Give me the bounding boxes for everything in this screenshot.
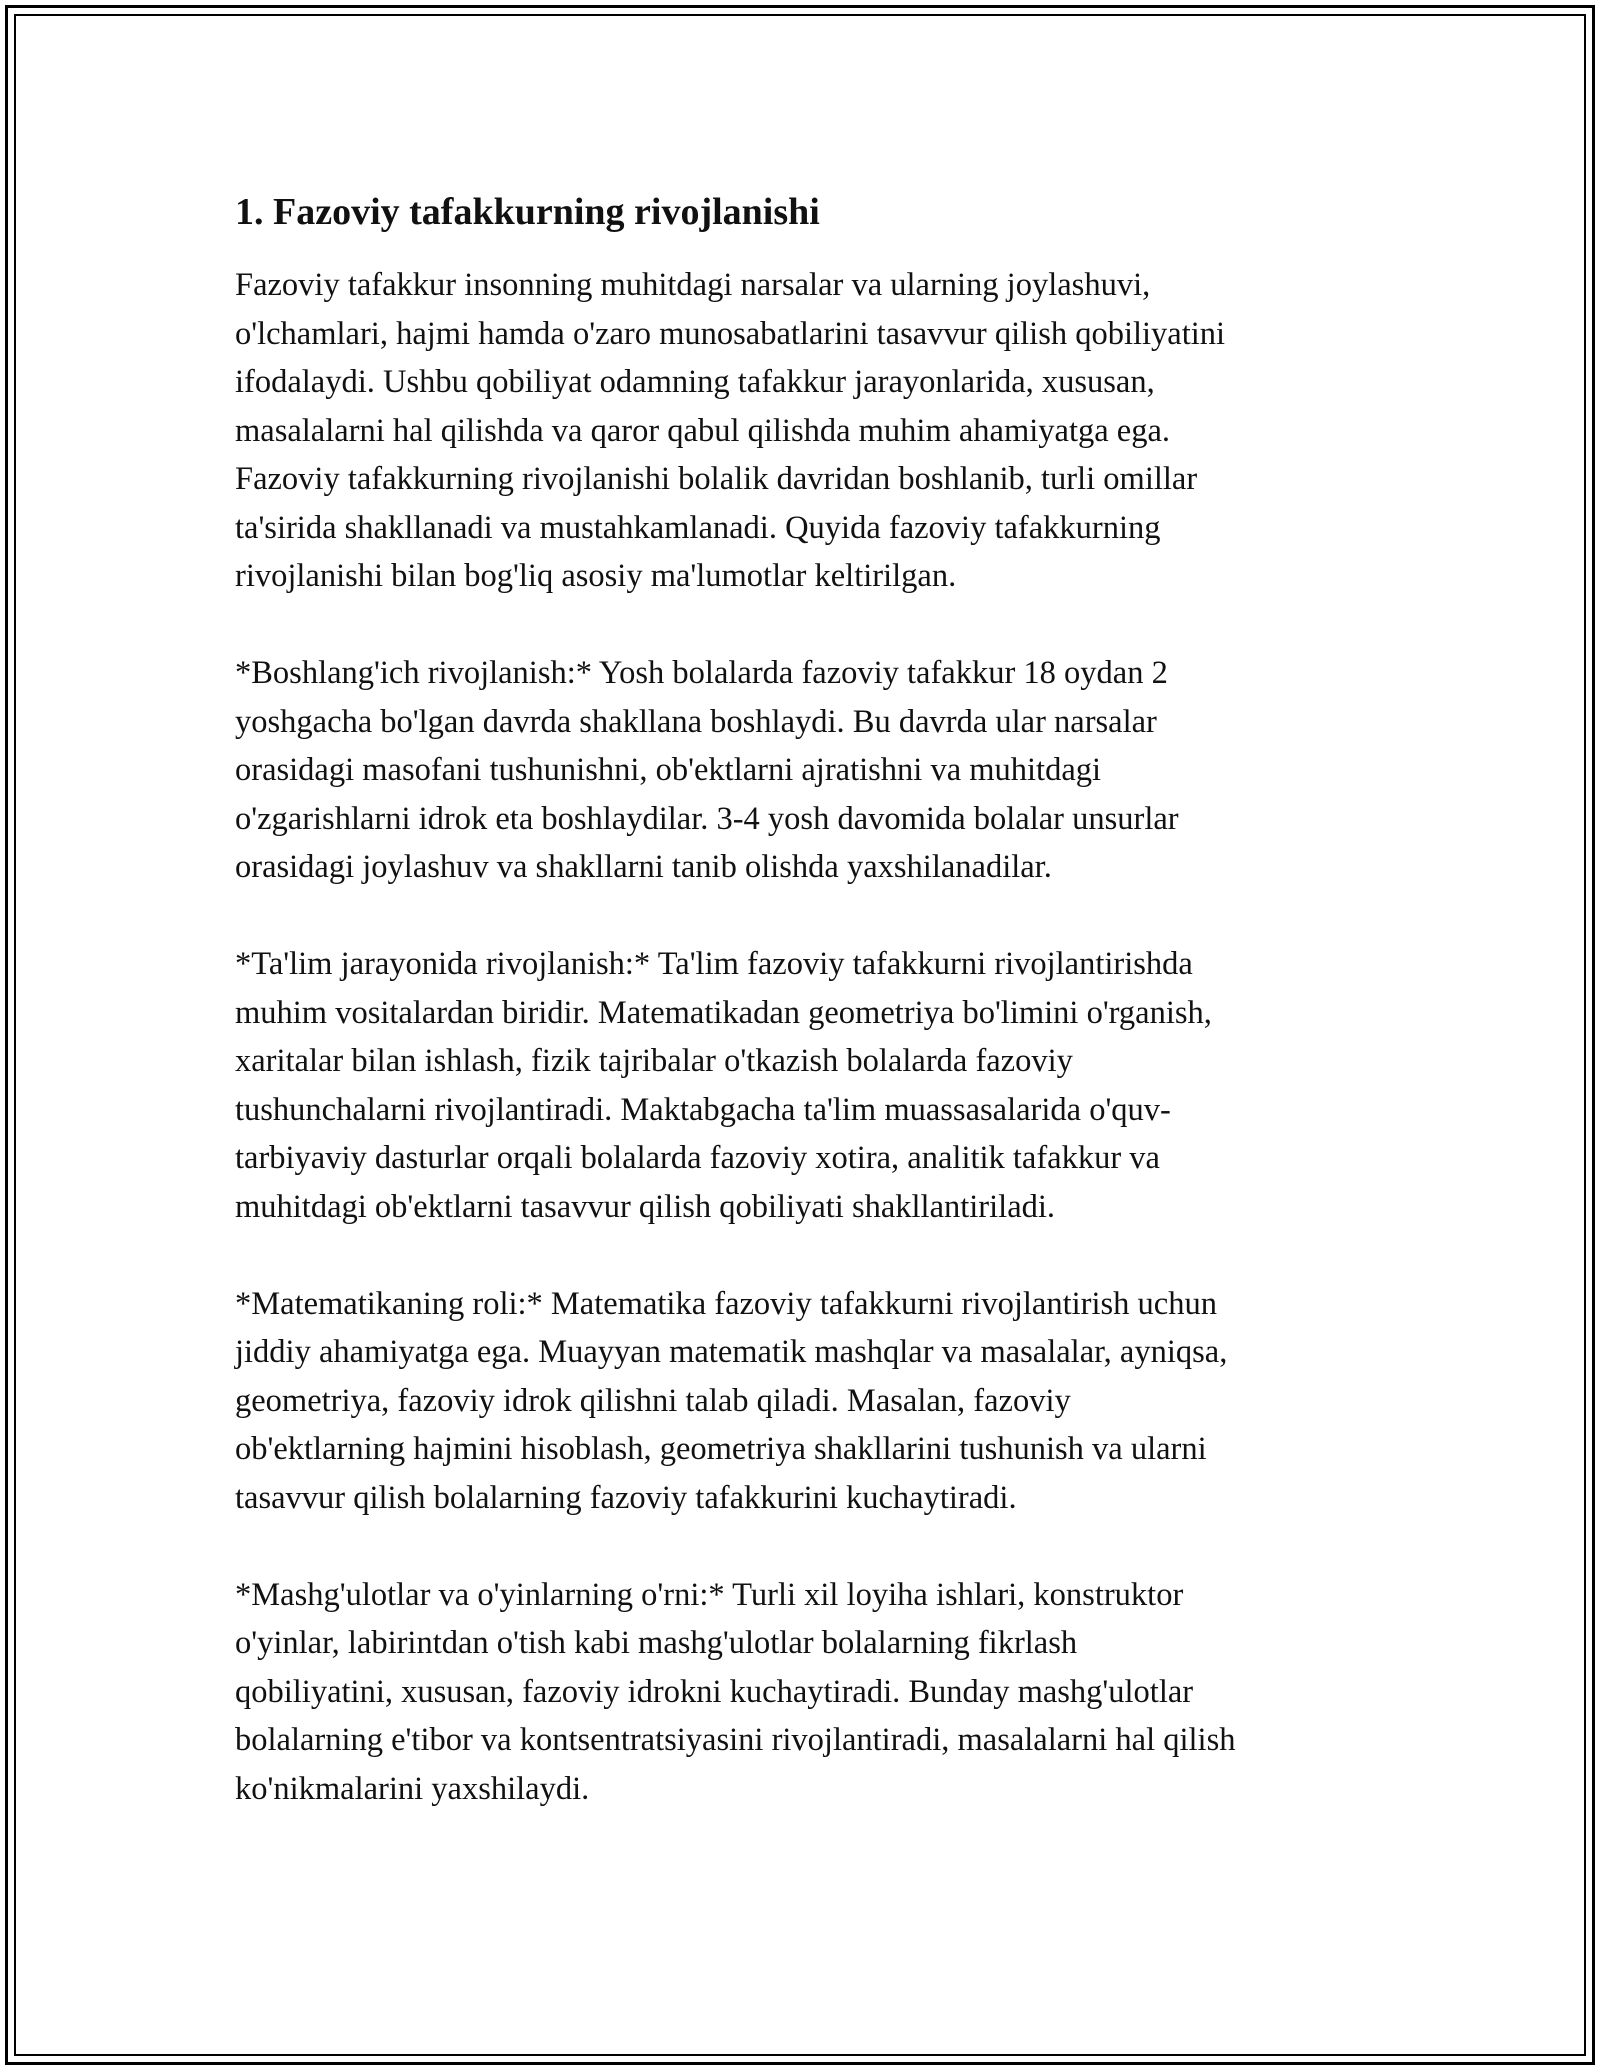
paragraph-line: tasavvur qilish bolalarning fazoviy tafakkurini kuchaytiradi. — [235, 1479, 1017, 1516]
paragraph-line: tarbiyaviy dasturlar orqali bolalarda fazoviy xotira, analitik tafakkur va — [235, 1140, 1160, 1176]
paragraph-line: orasidagi masofani tushunishni, ob'ektlarni ajratishni va muhitdagi — [235, 752, 1102, 788]
paragraph-line: muhim vositalardan biridir. Matematikadan geometriya bo'limini o'rganish, — [235, 994, 1212, 1031]
paragraph-line: bolalarning e'tibor va kontsentratsiyasini rivojlantiradi, masalalarni hal qilish — [235, 1722, 1236, 1758]
paragraph-line: Fazoviy tafakkurning rivojlanishi bolalik davridan boshlanib, turli omillar — [235, 461, 1198, 497]
paragraph — [235, 1571, 1375, 1814]
paragraph-line: *Ta'lim jarayonida rivojlanish:* Ta'lim fazoviy tafakkurni rivojlantirishda — [235, 946, 1193, 982]
document-body — [235, 185, 1375, 1813]
paragraph-line: jiddiy ahamiyatga ega. Muayyan matematik mashqlar va masalalar, ayniqsa, — [235, 1334, 1228, 1370]
paragraph-line: masalalarni hal qilishda va qaror qabul qilishda muhim ahamiyatga ega. — [235, 412, 1170, 449]
paragraph-line: *Mashg'ulotlar va o'yinlarning o'rni:* Turli xil loyiha ishlari, konstruktor — [235, 1576, 1184, 1613]
paragraph-list — [235, 261, 1375, 1813]
paragraph-line: qobiliyatini, xususan, fazoviy idrokni kuchaytiradi. Bunday mashg'ulotlar — [235, 1673, 1194, 1710]
paragraph-line: yoshgacha bo'lgan davrda shakllana boshlaydi. Bu davrda ular narsalar — [235, 703, 1157, 740]
paragraph-line: ifodalaydi. Ushbu qobiliyat odamning tafakkur jarayonlarida, xususan, — [235, 364, 1155, 400]
paragraph-line: muhitdagi ob'ektlarni tasavvur qilish qobiliyati shakllantiriladi. — [235, 1188, 1056, 1225]
document-title: 1. Fazoviy tafakkurning rivojlanishi — [235, 191, 820, 233]
paragraph — [235, 940, 1375, 1231]
paragraph-line: ob'ektlarning hajmini hisoblash, geometriya shakllarini tushunish va ularni — [235, 1431, 1207, 1467]
paragraph-line: orasidagi joylashuv va shakllarni tanib olishda yaxshilanadilar. — [235, 849, 1052, 885]
paragraph-line: *Matematikaning roli:* Matematika fazoviy tafakkurni rivojlantirish uchun — [235, 1285, 1217, 1322]
paragraph-line: rivojlanishi bilan bog'liq asosiy ma'lumotlar keltirilgan. — [235, 558, 957, 594]
paragraph-line: o'zgarishlarni idrok eta boshlaydilar. 3-4 yosh davomida bolalar unsurlar — [235, 800, 1179, 837]
paragraph-line: o'lchamlari, hajmi hamda o'zaro munosabatlarini tasavvur qilish qobiliyatini — [235, 315, 1226, 352]
paragraph-line: o'yinlar, labirintdan o'tish kabi mashg'ulotlar bolalarning fikrlash — [235, 1625, 1078, 1661]
paragraph-line: ko'nikmalarini yaxshilaydi. — [235, 1770, 590, 1807]
paragraph-line: tushunchalarni rivojlantiradi. Maktabgacha ta'lim muassasalarida o'quv- — [235, 1091, 1171, 1128]
paragraph — [235, 1280, 1375, 1523]
paragraph — [235, 649, 1375, 892]
paragraph-line: xaritalar bilan ishlash, fizik tajribalar o'tkazish bolalarda fazoviy — [235, 1043, 1073, 1079]
paragraph-line: geometriya, fazoviy idrok qilishni talab qiladi. Masalan, fazoviy — [235, 1382, 1071, 1419]
paragraph — [235, 261, 1375, 601]
paragraph-line: ta'sirida shakllanadi va mustahkamlanadi. Quyida fazoviy tafakkurning — [235, 509, 1161, 546]
paragraph-line: *Boshlang'ich rivojlanish:* Yosh bolalarda fazoviy tafakkur 18 oydan 2 — [235, 655, 1168, 691]
paragraph-line: Fazoviy tafakkur insonning muhitdagi narsalar va ularning joylashuvi, — [235, 267, 1151, 303]
